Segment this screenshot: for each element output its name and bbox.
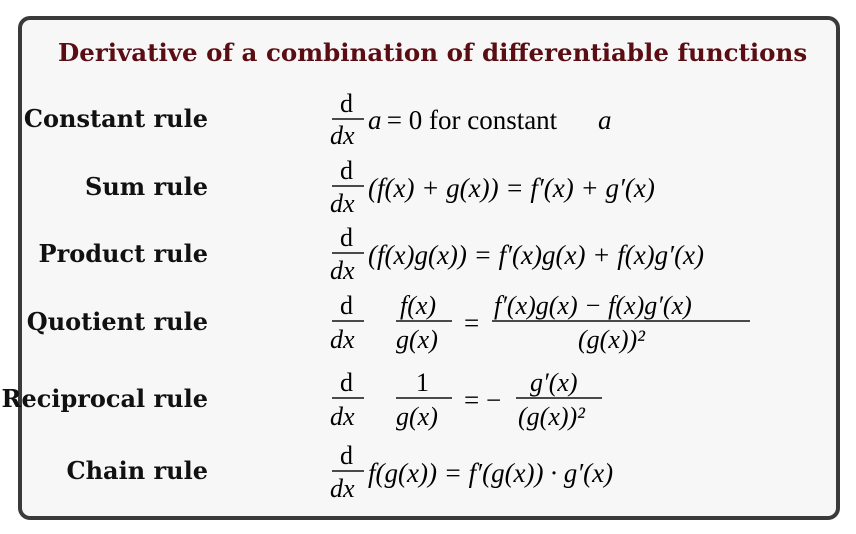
rule-label-reciprocal: Reciprocal rule: [1, 384, 208, 413]
d-numerator: d: [340, 441, 353, 470]
var-a: a: [368, 105, 382, 135]
rule-label-chain: Chain rule: [66, 456, 208, 485]
gx-denominator: g(x): [396, 325, 438, 354]
formula-product: [330, 222, 830, 284]
dx-denominator: dx: [330, 256, 355, 285]
fx-numerator: f(x): [400, 291, 437, 320]
constant-tail: = 0 for constant: [380, 105, 564, 135]
one-numerator: 1: [416, 368, 429, 397]
formula-chain: [330, 440, 770, 502]
quotient-denominator: (g(x))²: [578, 325, 645, 354]
formula-constant: [330, 88, 730, 148]
d-numerator: d: [340, 223, 353, 252]
formula-quotient: [330, 288, 790, 356]
sum-expression: (f(x) + g(x)) = f′(x) + g′(x): [368, 173, 655, 203]
dx-denominator: dx: [330, 189, 355, 218]
dx-denominator: dx: [330, 121, 355, 150]
equals-minus: = −: [464, 385, 502, 415]
reciprocal-denominator: (g(x))²: [518, 402, 585, 431]
formula-sum: [330, 155, 790, 217]
rule-label-constant: Constant rule: [23, 104, 208, 133]
d-numerator: d: [340, 291, 353, 320]
d-numerator: d: [340, 368, 353, 397]
formula-reciprocal: [330, 365, 750, 433]
rule-label-sum: Sum rule: [84, 172, 208, 201]
product-expression: (f(x)g(x)) = f′(x)g(x) + f(x)g′(x): [368, 240, 705, 270]
card-title: Derivative of a combination of differentiable functions: [58, 38, 808, 67]
rule-label-product: Product rule: [38, 239, 208, 268]
dx-denominator: dx: [330, 325, 355, 354]
chain-expression: f(g(x)) = f′(g(x)) · g′(x): [368, 458, 614, 488]
d-numerator: d: [340, 156, 353, 185]
gprime-numerator: g′(x): [530, 368, 578, 397]
equals-sign: =: [464, 308, 480, 338]
gx-denominator: g(x): [396, 402, 438, 431]
dx-denominator: dx: [330, 474, 355, 503]
d-numerator: d: [340, 89, 353, 118]
quotient-numerator: f′(x)g(x) − f(x)g′(x): [494, 291, 692, 320]
rule-label-quotient: Quotient rule: [26, 307, 208, 336]
var-a-2: a: [598, 105, 612, 135]
dx-denominator: dx: [330, 402, 355, 431]
